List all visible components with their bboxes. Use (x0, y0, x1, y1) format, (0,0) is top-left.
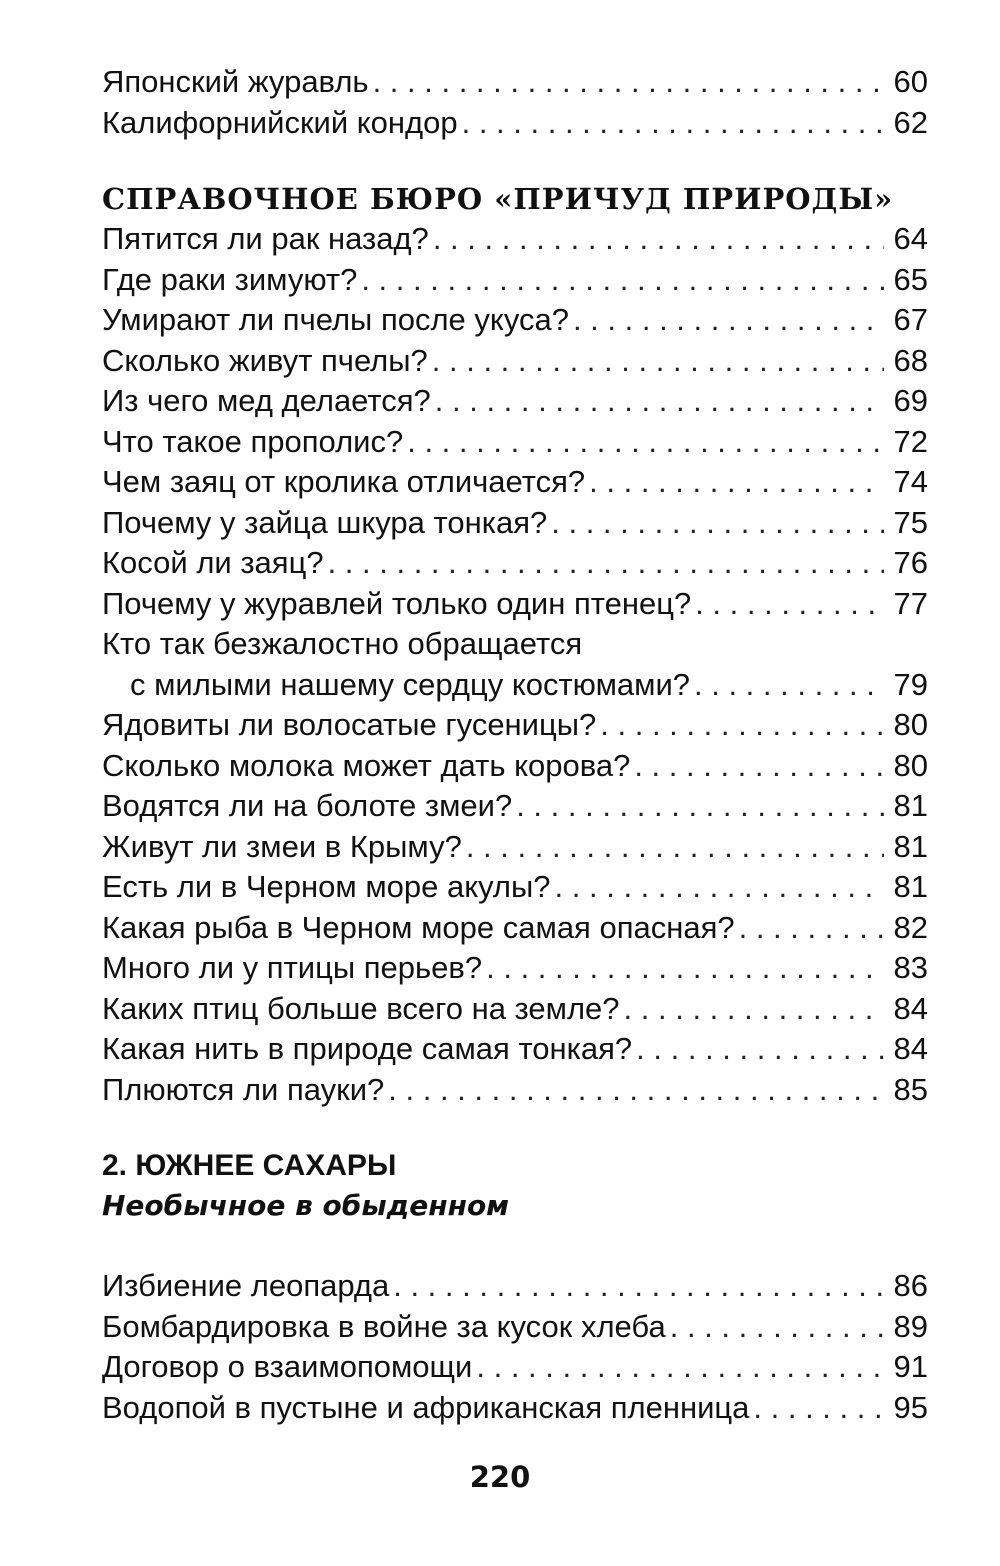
toc-entry[interactable] (102, 1266, 928, 1307)
dot-leader (432, 341, 884, 382)
toc-entry-page: 81 (893, 788, 928, 823)
toc-entry-page: 84 (893, 1031, 928, 1066)
toc-entry-page: 64 (893, 221, 928, 256)
page-number: 220 (469, 1460, 531, 1494)
toc-entry-page: 80 (893, 707, 928, 742)
dot-leader (551, 503, 884, 544)
toc-entry-page: 69 (893, 383, 928, 418)
toc-entry-page: 60 (893, 64, 928, 99)
toc-entry[interactable] (102, 1070, 928, 1111)
dot-leader (555, 867, 884, 908)
dot-leader (695, 584, 884, 625)
toc-entry-title: Почему у журавлей только один птенец? (102, 585, 692, 621)
toc-entry[interactable] (102, 1347, 928, 1388)
toc-entry-page: 82 (893, 909, 928, 945)
dot-leader (476, 1347, 884, 1388)
dot-leader (624, 989, 884, 1030)
toc-entry-page: 89 (893, 1308, 928, 1344)
toc-entry-title: Где раки зимуют? (102, 261, 358, 297)
toc-entry[interactable] (102, 62, 928, 103)
dot-leader (670, 1307, 884, 1348)
top-entries (102, 62, 928, 143)
toc-entry-page: 72 (893, 423, 928, 459)
toc-entry-page: 85 (893, 1071, 928, 1107)
section-heading: СПРАВОЧНОЕ БЮРО «ПРИЧУД ПРИРОДЫ» (102, 182, 894, 216)
toc-entry-title: Есть ли в Черном море акулы? (102, 869, 551, 904)
toc-entry-title-line1: Кто так безжалостно обращается (102, 626, 583, 661)
toc-entry-title: Калифорнийский кондор (102, 104, 458, 140)
toc-entry-title: Сколько живут пчелы? (102, 342, 428, 378)
toc-entry-page: 81 (893, 828, 928, 864)
toc-entry-title: Каких птиц больше всего на земле? (102, 990, 620, 1026)
dot-leader (636, 1029, 884, 1070)
toc-entry-multiline[interactable] (102, 624, 928, 705)
toc-entry-title: Косой ли заяц? (102, 545, 324, 580)
toc-entry-title: Живут ли змеи в Крыму? (102, 828, 462, 864)
toc-entry-page: 67 (893, 302, 928, 337)
toc-entry[interactable] (102, 989, 928, 1030)
dot-leader (753, 1388, 884, 1429)
toc-entry-title: Много ли у птицы перьев? (102, 950, 483, 985)
toc-entry[interactable] (102, 1388, 928, 1429)
dot-leader (589, 462, 884, 503)
toc-entry[interactable] (102, 462, 928, 503)
toc-entry-page: 81 (893, 869, 928, 904)
dot-leader (361, 260, 884, 301)
dot-leader (328, 543, 884, 584)
dot-leader (373, 62, 884, 103)
dot-leader (435, 381, 884, 422)
toc-entry-title: Водятся ли на болоте змеи? (102, 788, 513, 823)
toc-entry[interactable] (102, 827, 928, 868)
toc-entry-page: 68 (893, 342, 928, 378)
toc-entry-title: Какая нить в природе самая тонкая? (102, 1031, 633, 1066)
toc-entry[interactable] (102, 543, 928, 584)
toc-entry[interactable] (102, 503, 928, 544)
toc-entry[interactable] (102, 219, 928, 260)
toc-entry[interactable] (102, 705, 928, 746)
dot-leader (433, 219, 884, 260)
toc-entry[interactable] (102, 786, 928, 827)
chapter-entries (102, 1266, 928, 1428)
toc-entry-page: 79 (893, 666, 928, 702)
toc-entry[interactable] (102, 867, 928, 908)
toc-entry[interactable] (102, 1307, 928, 1348)
dot-leader (466, 827, 884, 868)
dot-leader (634, 746, 884, 787)
toc-entry-continuation (102, 665, 928, 706)
dot-leader (462, 103, 884, 144)
toc-entry-page: 91 (893, 1349, 928, 1384)
toc-entry-page: 62 (893, 104, 928, 140)
toc-entry-title: Умирают ли пчелы после укуса? (102, 302, 569, 337)
dot-leader (739, 908, 884, 949)
dot-leader (573, 300, 884, 341)
toc-entry[interactable] (102, 381, 928, 422)
toc-entry-page: 77 (893, 585, 928, 621)
toc-entry[interactable] (102, 908, 928, 949)
toc-entry-title: Договор о взаимопомощи (102, 1349, 473, 1384)
toc-entry-title: Японский журавль (102, 64, 369, 99)
toc-entry-page: 95 (893, 1389, 928, 1425)
toc-entry-title: Какая рыба в Черном море самая опасная? (102, 909, 735, 945)
toc-entry[interactable] (102, 103, 928, 144)
section-entries (102, 219, 928, 1110)
toc-entry-title-line2: с милыми нашему сердцу костюмами? (130, 666, 690, 702)
toc-entry-page: 74 (893, 464, 928, 499)
toc-entry[interactable] (102, 422, 928, 463)
dot-leader (694, 665, 884, 706)
dot-leader (393, 1266, 884, 1307)
toc-entry-title: Водопой в пустыне и африканская пленница (102, 1389, 750, 1425)
toc-entry[interactable] (102, 746, 928, 787)
dot-leader (486, 948, 884, 989)
table-of-contents (102, 62, 928, 1428)
toc-entry[interactable] (102, 300, 928, 341)
toc-entry-title: Что такое прополис? (102, 423, 404, 459)
toc-entry[interactable] (102, 260, 928, 301)
toc-entry[interactable] (102, 584, 928, 625)
chapter-subheading: Необычное в обыденном (102, 1189, 510, 1222)
toc-entry[interactable] (102, 1029, 928, 1070)
toc-entry-page: 83 (893, 950, 928, 985)
toc-entry-title: Ядовиты ли волосатые гусеницы? (102, 707, 597, 742)
dot-leader (407, 422, 884, 463)
chapter-heading: 2. ЮЖНЕЕ САХАРЫ (102, 1149, 397, 1182)
toc-entry-page: 75 (893, 504, 928, 540)
toc-entry-page: 76 (893, 545, 928, 580)
toc-entry-title: Почему у зайца шкура тонкая? (102, 504, 548, 540)
toc-entry-title: Сколько молока может дать корова? (102, 747, 631, 783)
toc-entry[interactable] (102, 341, 928, 382)
dot-leader (388, 1070, 884, 1111)
dot-leader (516, 786, 884, 827)
toc-entry-title: Бомбардировка в войне за кусок хлеба (102, 1308, 666, 1344)
toc-entry-page: 84 (893, 990, 928, 1026)
toc-entry-title: Плюются ли пауки? (102, 1071, 385, 1107)
toc-entry[interactable] (102, 948, 928, 989)
toc-entry-title: Из чего мед делается? (102, 383, 431, 418)
toc-entry-page: 86 (893, 1268, 928, 1303)
toc-entry-page: 65 (893, 261, 928, 297)
toc-entry-title: Чем заяц от кролика отличается? (102, 464, 586, 499)
dot-leader (600, 705, 884, 746)
toc-entry-title: Избиение леопарда (102, 1268, 390, 1303)
toc-entry-title: Пятится ли рак назад? (102, 221, 429, 256)
toc-entry-page: 80 (893, 747, 928, 783)
